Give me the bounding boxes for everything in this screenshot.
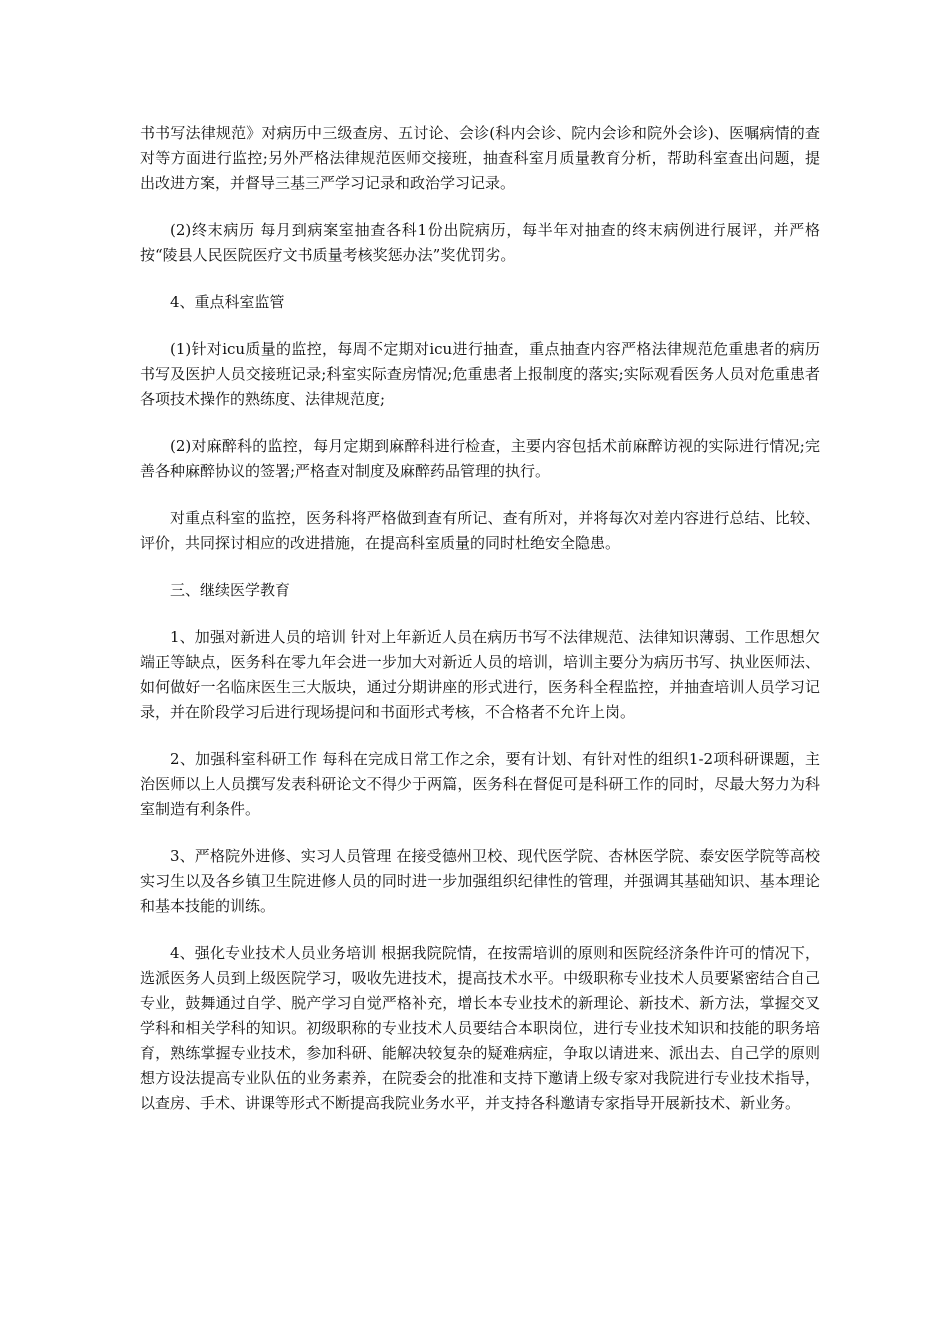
paragraph-professional-training: 4、强化专业技术人员业务培训 根据我院院情，在按需培训的原则和医院经济条件许可的情况下，选派医务人员到上级医院学习，吸收先进技术，提高技术水平。中级职称专业技术人员要紧密结合自己专业，鼓舞通过自学、脱产学习自觉严格补充，增长本专业技术的新理论、新技术、新方法，掌握交叉学科和相关学科的知识。初级职称的专业技术人员要结合本职岗位，进行专业技术知识和技能的职务培育，熟练掌握专业技术，参加科研、能解决较复杂的疑难病症，争取以请进来、派出去、自己学的原则想方设法提高专业队伍的业务素养，在院委会的批准和支持下邀请上级专家对我院进行专业技术指导，以查房、手术、讲课等形式不断提高我院业务水平，并支持各科邀请专家指导开展新技术、新业务。: [140, 944, 820, 1112]
paragraph-final-medical-record: (2)终末病历 每月到病案室抽查各科1份出院病历，每半年对抽查的终末病例进行展评，并严格按“陵县人民医院医疗文书质量考核奖惩办法”奖优罚劣。: [140, 221, 820, 264]
section-heading-key-departments: 4、重点科室监管: [170, 293, 285, 311]
paragraph-key-department-summary: 对重点科室的监控，医务科将严格做到查有所记、查有所对，并将每次对差内容进行总结、比较、评价，共同探讨相应的改进措施，在提高科室质量的同时杜绝安全隐患。: [140, 509, 820, 552]
paragraph-anesthesia-monitoring: (2)对麻醉科的监控，每月定期到麻醉科进行检查，主要内容包括术前麻醉访视的实际进行情况;完善各种麻醉协议的签署;严格查对制度及麻醉药品管理的执行。: [140, 437, 820, 480]
section-heading-continuing-education: 三、继续医学教育: [170, 581, 291, 599]
paragraph-continued: 书书写法律规范》对病历中三级查房、五讨论、会诊(科内会诊、院内会诊和院外会诊)、医嘱病情的查对等方面进行监控;另外严格法律规范医师交接班，抽查科室月质量教育分析，帮助科室查出问题，提出改进方案，并督导三基三严学习记录和政治学习记录。: [140, 124, 820, 192]
paragraph-new-staff-training: 1、加强对新进人员的培训 针对上年新近人员在病历书写不法律规范、法律知识薄弱、工作思想欠端正等缺点，医务科在零九年会进一步加大对新近人员的培训，培训主要分为病历书写、执业医师法、如何做好一名临床医生三大版块，通过分期讲座的形式进行，医务科全程监控，并抽查培训人员学习记录，并在阶段学习后进行现场提问和书面形式考核，不合格者不允许上岗。: [140, 628, 820, 721]
document-page: [140, 121, 820, 1138]
paragraph-research-work: 2、加强科室科研工作 每科在完成日常工作之余，要有计划、有针对性的组织1-2项科研课题，主治医师以上人员撰写发表科研论文不得少于两篇，医务科在督促可是科研工作的同时，尽最大努力为科室制造有利条件。: [140, 750, 820, 818]
paragraph-intern-management: 3、严格院外进修、实习人员管理 在接受德州卫校、现代医学院、杏林医学院、泰安医学院等高校实习生以及各乡镇卫生院进修人员的同时进一步加强组织纪律性的管理，并强调其基础知识、基本理论和基本技能的训练。: [140, 847, 820, 915]
paragraph-icu-monitoring: (1)针对icu质量的监控，每周不定期对icu进行抽查，重点抽查内容严格法律规范危重患者的病历书写及医护人员交接班记录;科室实际查房情况;危重患者上报制度的落实;实际观看医务人员对危重患者各项技术操作的熟练度、法律规范度;: [140, 340, 820, 408]
